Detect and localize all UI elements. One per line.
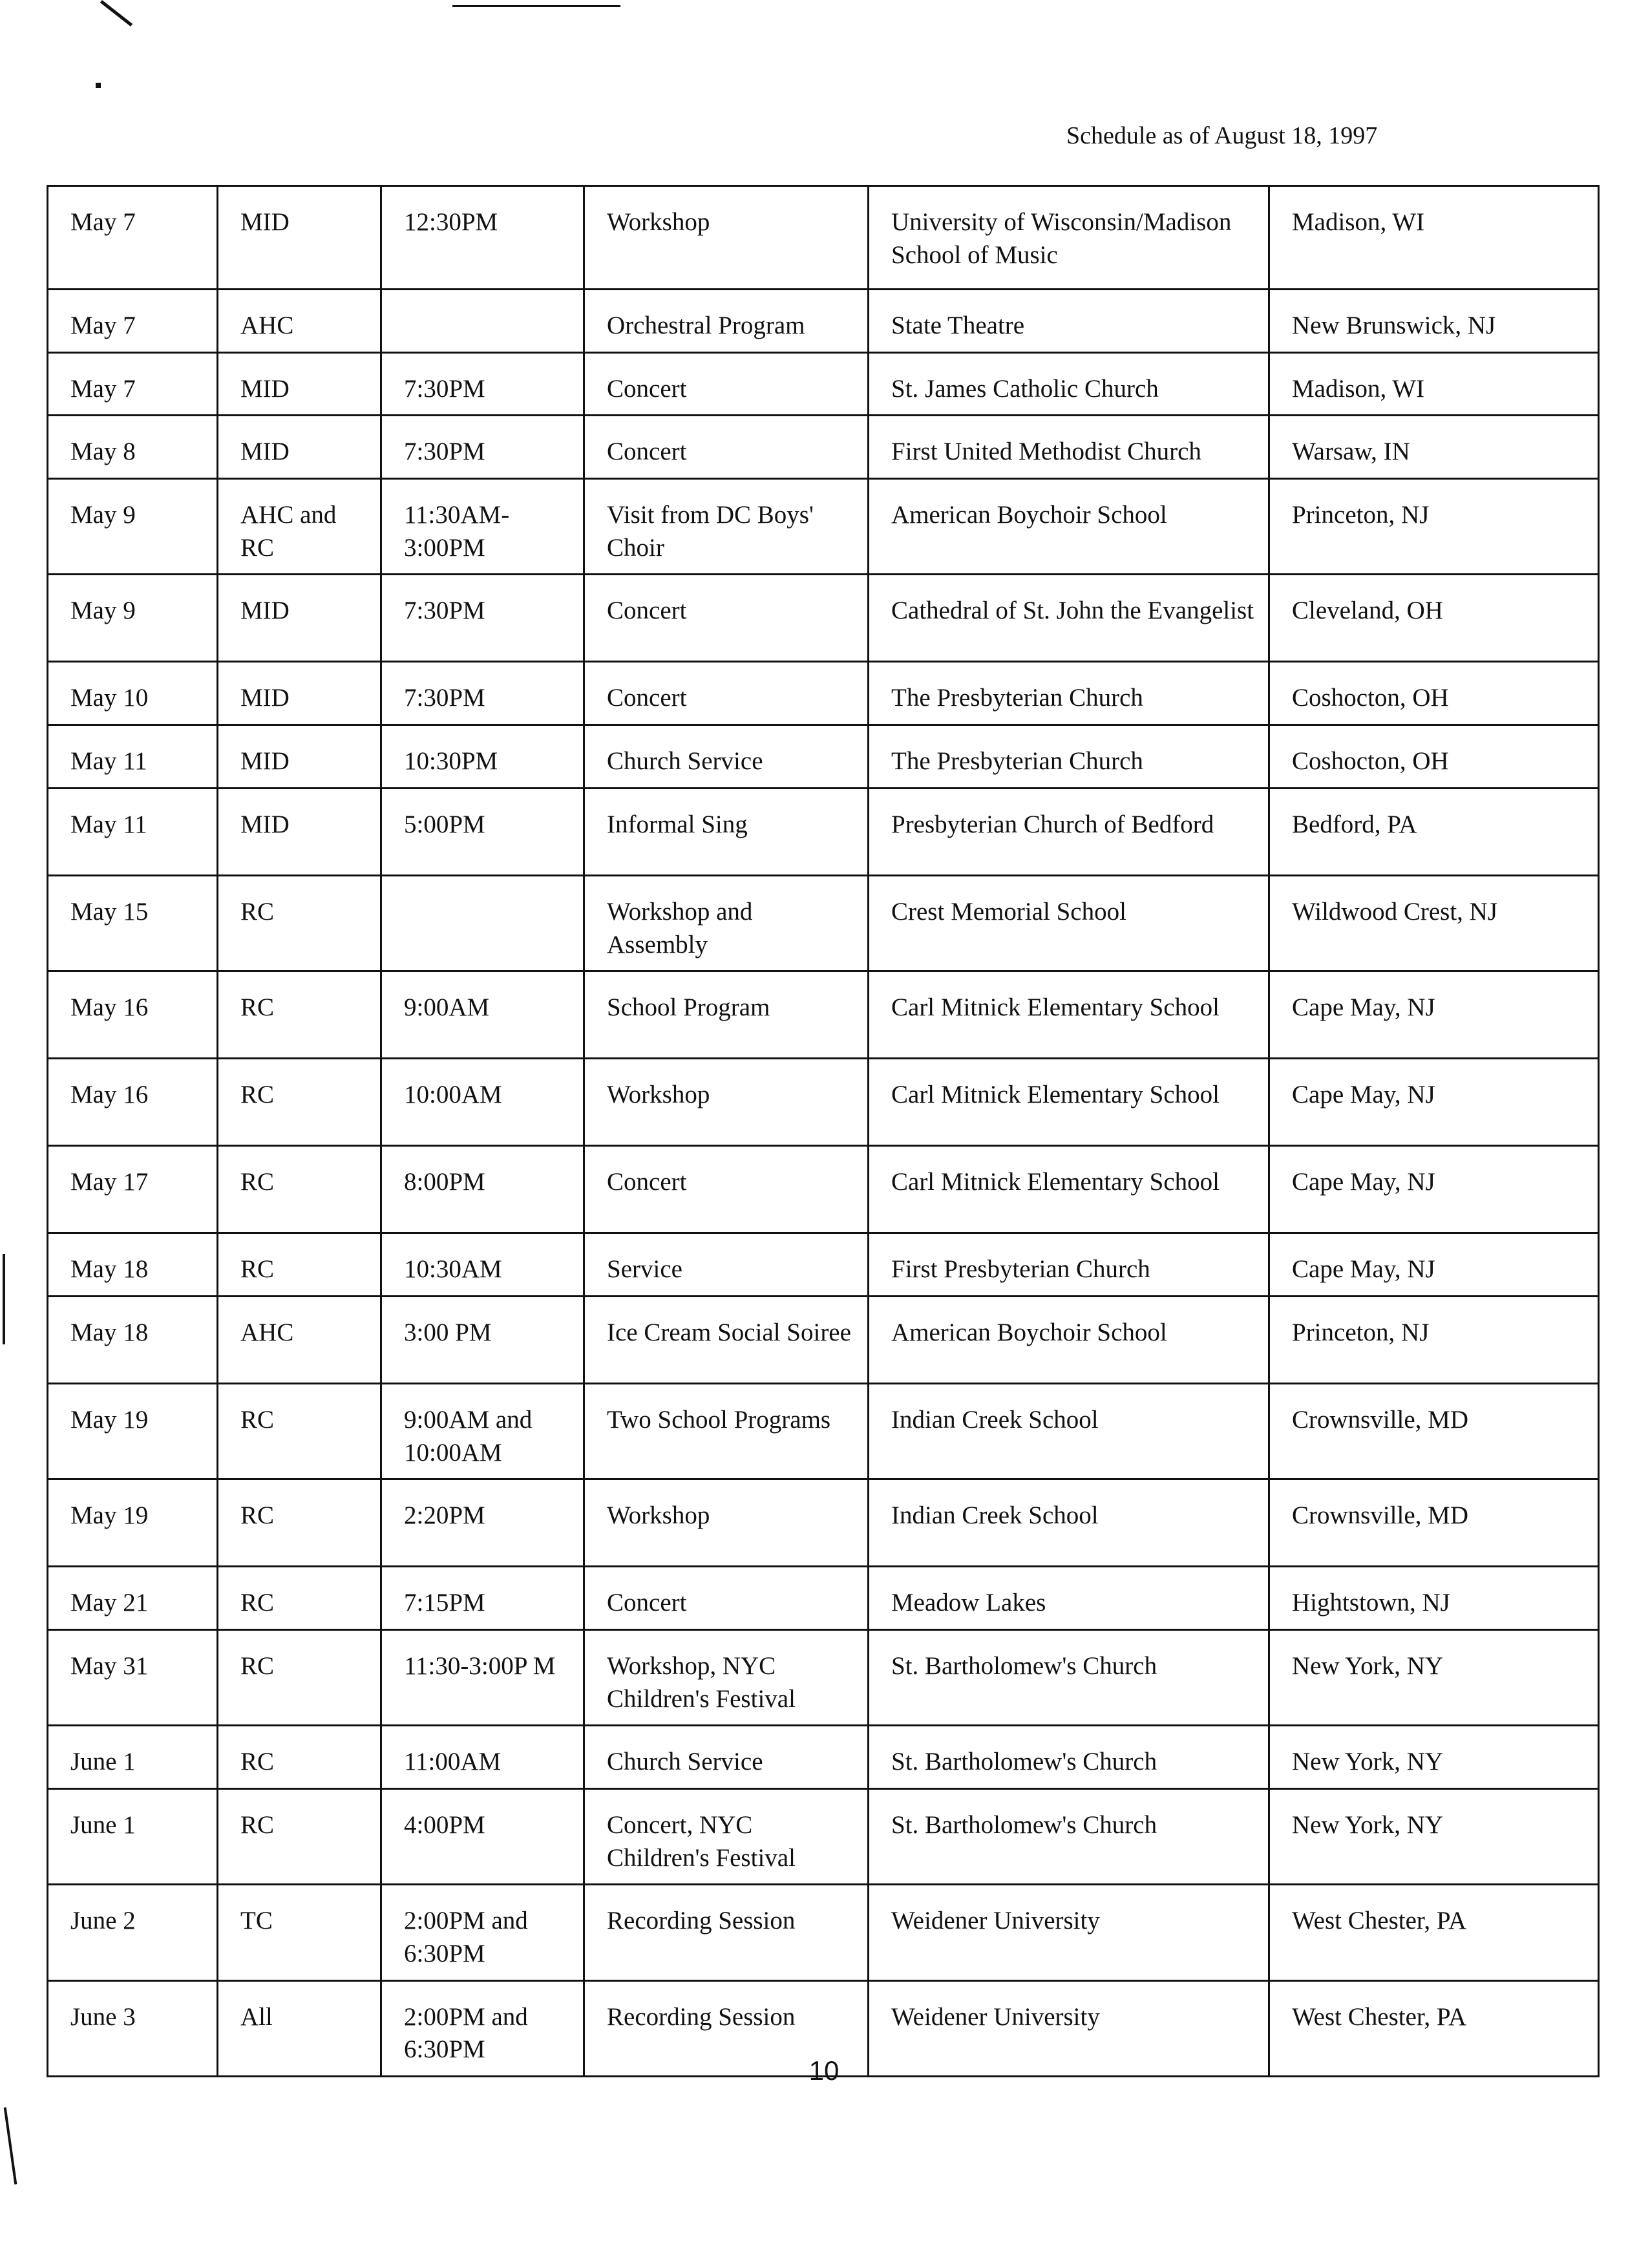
location-cell: West Chester, PA [1269, 1885, 1599, 1980]
event-cell: Orchestral Program [584, 290, 869, 353]
event-cell: Service [584, 1233, 869, 1297]
choir-cell: RC [218, 1726, 381, 1789]
event-cell: Workshop [584, 1479, 869, 1567]
event-cell: Two School Programs [584, 1383, 869, 1479]
time-cell: 7:30PM [381, 575, 584, 662]
event-cell: Concert [584, 575, 869, 662]
choir-cell: MID [218, 662, 381, 725]
time-cell: 11:00AM [381, 1726, 584, 1789]
time-cell: 10:30AM [381, 1233, 584, 1297]
location-cell: Madison, WI [1269, 186, 1599, 290]
location-cell: West Chester, PA [1269, 1980, 1599, 2076]
scan-mark-top-left [100, 0, 132, 26]
location-cell: Cape May, NJ [1269, 971, 1599, 1059]
venue-cell: Crest Memorial School [869, 875, 1269, 971]
table-row [48, 1296, 1599, 1383]
table-row [48, 875, 1599, 971]
choir-cell: AHC [218, 1296, 381, 1383]
event-cell: Visit from DC Boys' Choir [584, 479, 869, 575]
venue-cell: The Presbyterian Church [869, 662, 1269, 725]
venue-cell: Carl Mitnick Elementary School [869, 1146, 1269, 1233]
date-cell: May 16 [48, 1059, 218, 1146]
time-cell: 2:00PM and 6:30PM [381, 1980, 584, 2076]
choir-cell: RC [218, 1059, 381, 1146]
venue-cell: St. James Catholic Church [869, 352, 1269, 416]
scan-mark-top-line [452, 5, 620, 7]
event-cell: Concert [584, 662, 869, 725]
date-cell: May 21 [48, 1567, 218, 1630]
event-cell: Workshop and Assembly [584, 875, 869, 971]
table-row [48, 1146, 1599, 1233]
location-cell: New York, NY [1269, 1629, 1599, 1725]
choir-cell: MID [218, 186, 381, 290]
date-cell: May 7 [48, 352, 218, 416]
time-cell: 7:30PM [381, 352, 584, 416]
venue-cell: The Presbyterian Church [869, 725, 1269, 789]
table-row [48, 1059, 1599, 1146]
venue-cell: Carl Mitnick Elementary School [869, 1059, 1269, 1146]
venue-cell: University of Wisconsin/Madison School of Music [869, 186, 1269, 290]
time-cell: 9:00AM and 10:00AM [381, 1383, 584, 1479]
date-cell: May 19 [48, 1383, 218, 1479]
table-row [48, 1567, 1599, 1630]
venue-cell: St. Bartholomew's Church [869, 1629, 1269, 1725]
date-cell: May 16 [48, 971, 218, 1059]
event-cell: Ice Cream Social Soiree [584, 1296, 869, 1383]
time-cell: 7:30PM [381, 416, 584, 479]
choir-cell: MID [218, 725, 381, 789]
event-cell: Concert [584, 1567, 869, 1630]
venue-cell: St. Bartholomew's Church [869, 1789, 1269, 1885]
choir-cell: RC [218, 1789, 381, 1885]
choir-cell: MID [218, 788, 381, 875]
choir-cell: RC [218, 1146, 381, 1233]
scan-mark-dot [96, 83, 101, 88]
date-cell: May 9 [48, 575, 218, 662]
event-cell: Church Service [584, 1726, 869, 1789]
date-cell: June 3 [48, 1980, 218, 2076]
scan-mark-left-edge [3, 1254, 5, 1344]
table-row [48, 479, 1599, 575]
event-cell: School Program [584, 971, 869, 1059]
venue-cell: Carl Mitnick Elementary School [869, 971, 1269, 1059]
choir-cell: RC [218, 1567, 381, 1630]
event-cell: Recording Session [584, 1885, 869, 1980]
event-cell: Informal Sing [584, 788, 869, 875]
venue-cell: Cathedral of St. John the Evangelist [869, 575, 1269, 662]
venue-cell: Weidener University [869, 1980, 1269, 2076]
date-cell: May 7 [48, 290, 218, 353]
venue-cell: American Boychoir School [869, 1296, 1269, 1383]
event-cell: Concert [584, 416, 869, 479]
time-cell: 4:00PM [381, 1789, 584, 1885]
date-cell: May 8 [48, 416, 218, 479]
date-cell: May 18 [48, 1296, 218, 1383]
table-row [48, 788, 1599, 875]
location-cell: New York, NY [1269, 1726, 1599, 1789]
choir-cell: RC [218, 1383, 381, 1479]
venue-cell: Presbyterian Church of Bedford [869, 788, 1269, 875]
choir-cell: MID [218, 352, 381, 416]
location-cell: Cape May, NJ [1269, 1233, 1599, 1297]
location-cell: Bedford, PA [1269, 788, 1599, 875]
venue-cell: Weidener University [869, 1885, 1269, 1980]
location-cell: Cape May, NJ [1269, 1059, 1599, 1146]
date-cell: May 10 [48, 662, 218, 725]
page-number: 10 [808, 2055, 840, 2086]
location-cell: New Brunswick, NJ [1269, 290, 1599, 353]
choir-cell: RC [218, 971, 381, 1059]
date-cell: May 18 [48, 1233, 218, 1297]
time-cell: 7:30PM [381, 662, 584, 725]
choir-cell: RC [218, 875, 381, 971]
time-cell: 3:00 PM [381, 1296, 584, 1383]
date-cell: June 1 [48, 1726, 218, 1789]
venue-cell: Indian Creek School [869, 1383, 1269, 1479]
location-cell: Warsaw, IN [1269, 416, 1599, 479]
event-cell: Concert, NYC Children's Festival [584, 1789, 869, 1885]
choir-cell: AHC and RC [218, 479, 381, 575]
venue-cell: St. Bartholomew's Church [869, 1726, 1269, 1789]
time-cell: 8:00PM [381, 1146, 584, 1233]
schedule-table [47, 185, 1600, 2077]
venue-cell: American Boychoir School [869, 479, 1269, 575]
table-row [48, 186, 1599, 290]
date-cell: May 7 [48, 186, 218, 290]
location-cell: Wildwood Crest, NJ [1269, 875, 1599, 971]
event-cell: Workshop, NYC Children's Festival [584, 1629, 869, 1725]
table-row [48, 575, 1599, 662]
table-row [48, 290, 1599, 353]
time-cell: 11:30AM-3:00PM [381, 479, 584, 575]
schedule-date-note: Schedule as of August 18, 1997 [1066, 122, 1378, 149]
venue-cell: State Theatre [869, 290, 1269, 353]
venue-cell: First United Methodist Church [869, 416, 1269, 479]
location-cell: Cape May, NJ [1269, 1146, 1599, 1233]
table-row [48, 352, 1599, 416]
choir-cell: RC [218, 1479, 381, 1567]
date-cell: May 15 [48, 875, 218, 971]
choir-cell: AHC [218, 290, 381, 353]
choir-cell: TC [218, 1885, 381, 1980]
location-cell: Crownsville, MD [1269, 1479, 1599, 1567]
event-cell: Workshop [584, 1059, 869, 1146]
time-cell: 11:30-3:00P M [381, 1629, 584, 1725]
location-cell: Coshocton, OH [1269, 662, 1599, 725]
date-cell: May 9 [48, 479, 218, 575]
scan-mark-left-bottom [4, 2107, 17, 2184]
location-cell: Cleveland, OH [1269, 575, 1599, 662]
time-cell [381, 875, 584, 971]
time-cell: 10:00AM [381, 1059, 584, 1146]
time-cell: 5:00PM [381, 788, 584, 875]
table-row [48, 1479, 1599, 1567]
table-row [48, 1789, 1599, 1885]
table-row [48, 1383, 1599, 1479]
location-cell: Crownsville, MD [1269, 1383, 1599, 1479]
time-cell: 9:00AM [381, 971, 584, 1059]
location-cell: Coshocton, OH [1269, 725, 1599, 789]
table-row [48, 1233, 1599, 1297]
location-cell: Princeton, NJ [1269, 1296, 1599, 1383]
choir-cell: RC [218, 1629, 381, 1725]
event-cell: Church Service [584, 725, 869, 789]
location-cell: New York, NY [1269, 1789, 1599, 1885]
location-cell: Princeton, NJ [1269, 479, 1599, 575]
venue-cell: Indian Creek School [869, 1479, 1269, 1567]
table-row [48, 1629, 1599, 1725]
date-cell: May 11 [48, 788, 218, 875]
date-cell: June 1 [48, 1789, 218, 1885]
location-cell: Madison, WI [1269, 352, 1599, 416]
time-cell: 2:00PM and 6:30PM [381, 1885, 584, 1980]
date-cell: June 2 [48, 1885, 218, 1980]
date-cell: May 11 [48, 725, 218, 789]
choir-cell: MID [218, 575, 381, 662]
table-row [48, 971, 1599, 1059]
table-row [48, 416, 1599, 479]
schedule-table-body [48, 186, 1599, 2077]
table-row [48, 662, 1599, 725]
date-cell: May 19 [48, 1479, 218, 1567]
event-cell: Concert [584, 352, 869, 416]
table-row [48, 1885, 1599, 1980]
venue-cell: First Presbyterian Church [869, 1233, 1269, 1297]
venue-cell: Meadow Lakes [869, 1567, 1269, 1630]
time-cell: 10:30PM [381, 725, 584, 789]
table-row [48, 725, 1599, 789]
time-cell: 12:30PM [381, 186, 584, 290]
time-cell: 7:15PM [381, 1567, 584, 1630]
event-cell: Recording Session [584, 1980, 869, 2076]
choir-cell: All [218, 1980, 381, 2076]
choir-cell: MID [218, 416, 381, 479]
table-row [48, 1726, 1599, 1789]
location-cell: Hightstown, NJ [1269, 1567, 1599, 1630]
choir-cell: RC [218, 1233, 381, 1297]
time-cell: 2:20PM [381, 1479, 584, 1567]
date-cell: May 17 [48, 1146, 218, 1233]
time-cell [381, 290, 584, 353]
event-cell: Concert [584, 1146, 869, 1233]
date-cell: May 31 [48, 1629, 218, 1725]
event-cell: Workshop [584, 186, 869, 290]
